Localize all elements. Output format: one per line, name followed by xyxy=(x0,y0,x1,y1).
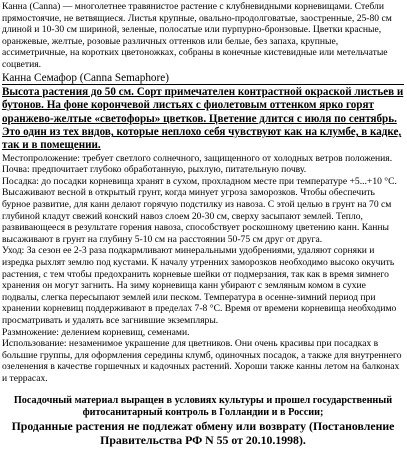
variety-title: Канна Семафор (Canna Semaphore) xyxy=(2,72,404,86)
planting-paragraph: Посадка: до посадки корневища хранят в сухом, прохладном месте при температуре +5...+10 °С. Высаживают весной в открытый грунт, когда минует угроза заморозков. Чтобы обеспечить бурное развитие, для канн делают горячую подстилку из навоза. С этой целью в грунт на 70 см глубиной кладут свежий конский навоз слоем 20-30 см, сверху засыпают землей. Тепло, развивающееся в результате горения навоза, способствует роскошному цветению канн. Канны высаживают в грунт на глубину 5-10 см на расстоянии 50-75 см друг от друга. xyxy=(2,175,397,245)
propagation-paragraph: Размножение: делением корневищ, семенами. xyxy=(2,326,190,338)
usage-paragraph: Использование: незаменимое украшение для цветников. Они очень красивы при посадках в большие группы, для оформления середины клумб, одиночных посадок, а также для внутреннего озеленения в качестве горшечных и кадочных растений. Хороши также канны летом на балконах и террасах. xyxy=(2,338,402,384)
intro-paragraph: Канна (Canna) — многолетнее травянистое растение с клубневидными корневищами. Стебли прямостоячие, не ветвящиеся. Листья крупные, овально-продолговатые, заостренные, 25-80 см длиной и 10-30 см шириной, зеленые, полосатые или пурпурно-бронзовые. Цветки красные, оранжевые, желтые, розовые различных оттенков или белые, без запаха, крупные, ассиметричные, на коротких цветоножках, собраны в конечные кистевидные или метельчатые соцветия. xyxy=(2,1,392,70)
soil-paragraph: Почва: предпочитает глубоко обработанную, рыхлую, питательную почву. xyxy=(2,164,307,176)
legal-footer xyxy=(2,395,404,448)
location-paragraph: Местопроложение: требует светлого солнечного, защищенного от холодных ветров положения. xyxy=(2,152,393,164)
return-policy-notice: Проданные растения не подлежат обмену или возврату (Постановление Правительства РФ N 55 от 20.10.1998). xyxy=(11,419,395,448)
care-paragraph: Уход: За сезон ее 2-3 раза подкармливают минеральными удобрениями, удаляют сорняки и изредка рыхлят землю под кустами. К началу утренних заморозков необходимо высоко окучить растения, с тем чтобы предохранить корневые шейки от подмерзания, так как в время зимнего хранения он могут загнить. На зиму корневища канн убирают с земляным комом в сухие подвалы, слегка пересыпают землей или песком. Температура в осенне-зимний период при хранении корневищ поддерживают в пределах 7-8 °С. Время от времени корневища необходимо просматривать и удалять все загнившие экземпляры. xyxy=(2,245,397,326)
phytosanitary-notice: Посадочный материал выращен в условиях культуры и прошел государственный фитосанитарный контроль в Голландии и в России; xyxy=(13,394,393,418)
variety-highlight: Высота растения до 50 см. Сорт примечателен контрастной окраской листьев и бутонов. На фоне корончевой листьях с фиолетовым оттенком ярко горят оранжево-желтые «светофоры» цветков. Цветение длится с июля по сентябрь. Это один из тех видов, которые неплохо себя чувствуют как на клумбе, в кадке, так и в помещении. xyxy=(2,86,404,152)
